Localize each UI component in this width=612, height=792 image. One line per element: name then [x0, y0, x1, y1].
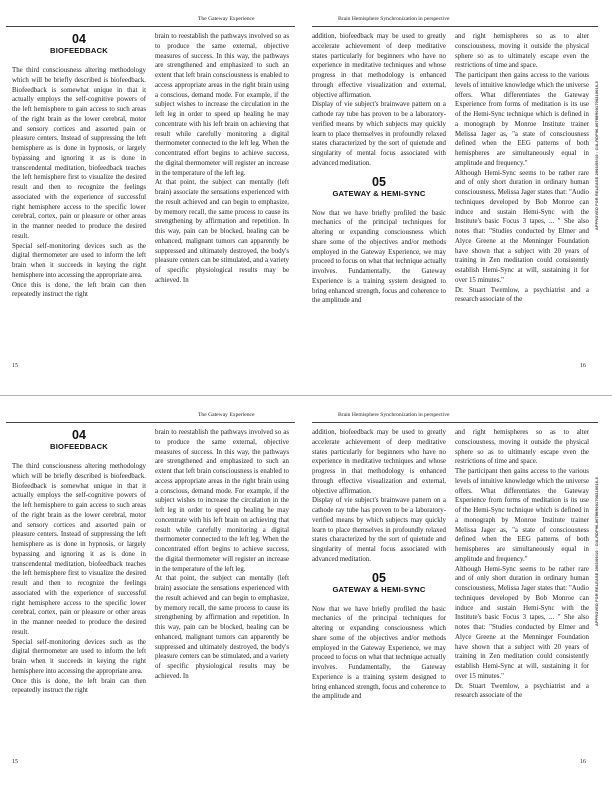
section-title: GATEWAY & HEMI-SYNC	[332, 584, 426, 594]
paragraph: The third consciousness altering methodology which will be briefly described is biofeedback. Biofeedback is somewhat unique in that it actually employs the self-cognitive powers of the left hemisphere to gain access to such areas of the right brain as the lower cerebral, motor and sensory cortices and assorted pain or pleasure centers. Instead of suppressing the left hemisphere as is done in hypnosis, or largely bypassing and ignoring it as is done in transcendental meditation, biofeedback teaches the left hemisphere first to visualize the desired result and then to recognize the feelings associated with the experience of successful right hemisphere access to the specific lower cerebral, cortex, pain or pleasure or other areas in the manner needed to produce the desired result.	[12, 67, 146, 240]
column-3	[312, 32, 446, 306]
page-number-left: 15	[12, 363, 18, 369]
header-rule-right	[312, 26, 598, 27]
section-title: BIOFEEDBACK	[50, 46, 108, 55]
paragraph: Dr. Stuart Twemlow, a psychiatrist and a research associate of the	[455, 682, 589, 700]
paragraph: Special self-monitoring devices such as the digital thermometer are used to inform the left brain when it succeeds in keying the right hemisphere into accessing the appropriate area.	[12, 638, 146, 675]
running-head-left: The Gateway Experience	[198, 412, 255, 418]
paragraph: addition, biofeedback may be used to greatly accelerate achievement of deep meditative states particularly for beginners who have no experience in meditative techniques and whose progress in that methodology is enhanced through effective visualization and external, objective affirmation.	[312, 33, 446, 99]
page-number-right: 16	[580, 363, 586, 369]
paragraph: brain to reestablish the pathways involved so as to produce the same external, objective measures of success. In this way, the pathways are strengthened and emphasized to such an extent that left brain consciousness is enabled to access appropriate areas in the right brain using a conscious, demand mode. For example, if the subject wishes to increase the circulation in the left leg in order to speed up healing he may concentrate with his left brain on achieving that result while carefully monitoring a digital thermometer connected to the left leg. When the concentrated effort begins to achieve success, the digital thermometer will register an increase in the temperature of the left leg.	[155, 429, 289, 573]
column-3	[312, 428, 446, 702]
paragraph: The participant then gains access to the various levels of intuitive knowledge which the universe offers. What differentiates the Gateway Experience from forms of meditation is its use of the Hemi-Sync technique which is defined in a monograph by Monroe Institute trainer Melissa Jager as, "a state of consciousness defined when the EEG patterns of both hemispheres are simultaneously equal in amplitude and frequency."	[455, 468, 589, 563]
running-head-left: The Gateway Experience	[198, 16, 255, 22]
paragraph: and right hemispheres so as to alter consciousness, moving it outside the physical sphere so as to ultimately escape even the restrictions of time and space.	[455, 33, 589, 70]
paragraph: Once this is done, the left brain can then repeatedly instruct the right	[12, 677, 146, 695]
column-1	[12, 428, 146, 696]
release-stamp: APPROVED FOR RELEASE 2003/09/10 : CIA-RDP96-00788R001700210016-5	[595, 81, 599, 230]
column-2	[155, 428, 289, 682]
column-1	[12, 32, 146, 300]
paragraph: addition, biofeedback may be used to greatly accelerate achievement of deep meditative states particularly for beginners who have no experience in meditative techniques and whose progress in that methodology is enhanced through effective visualization and external, objective affirmation.	[312, 429, 446, 495]
paragraph: Although Hemi-Sync seems to be rather rare and of only short duration in ordinary human consciousness, Melissa Jager states that: "Audio techniques developed by Bob Monroe can induce and sustain Hemi-Sync with the Institute's basic Focus 3 tapes, ... " She also notes that: "Studies conducted by Elmer and Alyce Greene at the Menninger Foundation have shown that a subject with 20 years of training in Zen meditation could consistently establish Hemi-Sync at will, sustaining it for over 15 minutes."	[455, 565, 589, 680]
paragraph: At that point, the subject can mentally (left brain) associate the sensations experienced with the result achieved and can begin to emphasize, by memory recall, the same process to cause its strengthening by affirmation and repetition. In this way, pain can be blocked, healing can be enhanced, malignant tumors can apparently be suppressed and ultimately destroyed, the body's pleasure centers can be stimulated, and a variety of specific physiological results may be achieved. In	[155, 575, 289, 680]
paragraph: At that point, the subject can mentally (left brain) associate the sensations experienced with the result achieved and can begin to emphasize, by memory recall, the same process to cause its strengthening by affirmation and repetition. In this way, pain can be blocked, healing can be enhanced, malignant tumors can apparently be suppressed and ultimately destroyed, the body's pleasure centers can be stimulated, and a variety of specific physiological results may be achieved. In	[155, 179, 289, 284]
paragraph: Now that we have briefly profiled the basic mechanics of the principal techniques for altering or expanding consciousness which share some of the objectives and/or methods employed in the Gateway Experience, we may proceed to focus on what that technique actually involves. Fundamentally, the Gateway Experience is a training system designed to bring enhanced strength, focus and coherence to the amplitude and	[312, 605, 446, 701]
section-number: 04	[72, 32, 86, 46]
header-rule-left	[6, 422, 295, 423]
section-title: BIOFEEDBACK	[50, 442, 108, 451]
section-number: 05	[372, 570, 386, 585]
header-rule-right	[312, 422, 598, 423]
paragraph: The participant then gains access to the various levels of intuitive knowledge which the universe offers. What differentiates the Gateway Experience from forms of meditation is its use of the Hemi-Sync technique which is defined in a monograph by Monroe Institute trainer Melissa Jager as, "a state of consciousness defined when the EEG patterns of both hemispheres are simultaneously equal in amplitude and frequency."	[455, 72, 589, 167]
page-number-left: 15	[12, 759, 18, 765]
paragraph: Display of vie subject's brainwave pattern on a cathode ray tube has proven to be a laboratory-verified means by which subjects may quickly learn to place themselves in profoundly relaxed states characterized by the sort of quietude and singularity of mental focus associated with advanced meditation.	[312, 101, 446, 167]
header-rule-left	[6, 26, 295, 27]
release-stamp: APPROVED FOR RELEASE 2003/09/10 : CIA-RDP96-00788R001700210016-5	[595, 477, 599, 626]
paragraph: Now that we have briefly profiled the basic mechanics of the principal techniques for altering or expanding consciousness which share some of the objectives and/or methods employed in the Gateway Experience, we may proceed to focus on what that technique actually involves. Fundamentally, the Gateway Experience is a training system designed to bring enhanced strength, focus and coherence to the amplitude and	[312, 209, 446, 305]
column-4	[455, 428, 589, 701]
paragraph: Once this is done, the left brain can then repeatedly instruct the right	[12, 281, 146, 299]
paragraph: Dr. Stuart Twemlow, a psychiatrist and a research associate of the	[455, 286, 589, 304]
paragraph: and right hemispheres so as to alter consciousness, moving it outside the physical sphere so as to ultimately escape even the restrictions of time and space.	[455, 429, 589, 466]
paragraph: Display of vie subject's brainwave pattern on a cathode ray tube has proven to be a laboratory-verified means by which subjects may quickly learn to place themselves in profoundly relaxed states characterized by the sort of quietude and singularity of mental focus associated with advanced meditation.	[312, 497, 446, 563]
column-2	[155, 32, 289, 286]
page-spread-bottom	[0, 396, 612, 792]
running-head-right: Brain Hemisphere Synchronization in perspective	[338, 16, 450, 22]
paragraph: brain to reestablish the pathways involved so as to produce the same external, objective measures of success. In this way, the pathways are strengthened and emphasized to such an extent that left brain consciousness is enabled to access appropriate areas in the right brain using a conscious, demand mode. For example, if the subject wishes to increase the circulation in the left leg in order to speed up healing he may concentrate with his left brain on achieving that result while carefully monitoring a digital thermometer connected to the left leg. When the concentrated effort begins to achieve success, the digital thermometer will register an increase in the temperature of the left leg.	[155, 33, 289, 177]
paragraph: Although Hemi-Sync seems to be rather rare and of only short duration in ordinary human consciousness, Melissa Jager states that: "Audio techniques developed by Bob Monroe can induce and sustain Hemi-Sync with the Institute's basic Focus 3 tapes, ... " She also notes that: "Studies conducted by Elmer and Alyce Greene at the Menninger Foundation have shown that a subject with 20 years of training in Zen meditation could consistently establish Hemi-Sync at will, sustaining it for over 15 minutes."	[455, 169, 589, 284]
paragraph: The third consciousness altering methodology which will be briefly described is biofeedback. Biofeedback is somewhat unique in that it actually employs the self-cognitive powers of the left hemisphere to gain access to such areas of the right brain as the lower cerebral, motor and sensory cortices and assorted pain or pleasure centers. Instead of suppressing the left hemisphere as is done in hypnosis, or largely bypassing and ignoring it as is done in transcendental meditation, biofeedback teaches the left hemisphere first to visualize the desired result and then to recognize the feelings associated with the experience of successful right hemisphere access to the specific lower cerebral, cortex, pain or pleasure or other areas in the manner needed to produce the desired result.	[12, 463, 146, 636]
paragraph: Special self-monitoring devices such as the digital thermometer are used to inform the left brain when it succeeds in keying the right hemisphere into accessing the appropriate area.	[12, 242, 146, 279]
running-head-right: Brain Hemisphere Synchronization in perspective	[338, 412, 450, 418]
section-number: 04	[72, 428, 86, 442]
section-number: 05	[372, 174, 386, 189]
page-number-right: 16	[580, 759, 586, 765]
column-4	[455, 32, 589, 305]
section-title: GATEWAY & HEMI-SYNC	[332, 188, 426, 198]
